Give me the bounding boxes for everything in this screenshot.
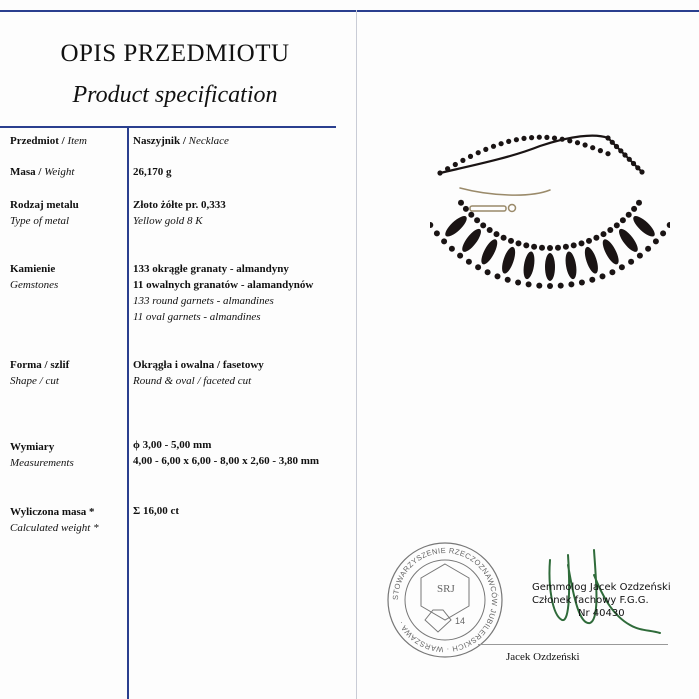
- round-stone: [487, 227, 493, 233]
- oval-stone: [478, 237, 500, 266]
- value-weight: 26,170 g: [133, 166, 172, 178]
- round-stone: [639, 169, 644, 174]
- round-stone: [614, 144, 619, 149]
- round-stone: [626, 212, 632, 218]
- round-stone: [453, 162, 458, 167]
- round-stone: [631, 206, 637, 212]
- necklace-photo: [430, 128, 670, 328]
- round-stone: [586, 238, 592, 244]
- value-gemstones-pl-1: 133 okrągłe granaty - almandyny: [133, 263, 289, 275]
- stamp-ring-text: STOWARZYSZENIE RZECZOZNAWCÓW JUBILERSKICH · WARSZAWA ·: [390, 545, 500, 655]
- label-metal-pl: Rodzaj metalu: [10, 199, 79, 211]
- stamp-monogram: SRJ: [437, 583, 455, 595]
- round-stone: [460, 158, 465, 163]
- value-shape-pl: Okrągła i owalna / fasetowy: [133, 359, 264, 371]
- round-stone: [567, 138, 572, 143]
- round-stone: [430, 222, 433, 228]
- round-stone: [558, 283, 564, 289]
- round-stone: [457, 253, 463, 259]
- round-stone: [555, 245, 561, 251]
- page-subtitle: Product specification: [72, 82, 278, 108]
- oval-stone: [459, 226, 484, 254]
- round-stone: [441, 238, 447, 244]
- round-stone: [571, 242, 577, 248]
- round-stone: [568, 281, 574, 287]
- signature-line-2: Członek fachowy F.G.G.: [532, 595, 649, 606]
- stamp-inner-ring: [405, 560, 485, 640]
- round-stone: [494, 231, 500, 237]
- label-item: Przedmiot / Item: [10, 135, 87, 147]
- clasp-bar: [470, 206, 506, 211]
- label-item-en: Item: [67, 135, 87, 147]
- round-stone: [537, 135, 542, 140]
- label-measurements-en: Measurements: [10, 457, 74, 469]
- value-shape-en: Round & oval / faceted cut: [133, 375, 252, 387]
- round-stone: [590, 145, 595, 150]
- signer-name: Jacek Ozdzeński: [506, 651, 580, 663]
- value-gemstones-en-1: 133 round garnets - almandines: [133, 295, 274, 307]
- round-stone: [609, 269, 615, 275]
- round-stone: [480, 222, 486, 228]
- round-stone: [628, 259, 634, 265]
- round-stone: [579, 240, 585, 246]
- association-stamp: [385, 540, 505, 660]
- round-stone: [434, 230, 440, 236]
- value-gemstones-en-2: 11 oval garnets - almandines: [133, 311, 261, 323]
- clasp-ring: [509, 205, 516, 212]
- round-stone: [463, 206, 469, 212]
- round-stone: [521, 136, 526, 141]
- value-calc-weight: Σ 16,00 ct: [133, 505, 179, 517]
- round-stone: [631, 161, 636, 166]
- round-stone: [539, 245, 545, 251]
- round-stone: [468, 212, 474, 218]
- value-item: Naszyjnik / Necklace: [133, 135, 229, 147]
- column-rule: [127, 127, 129, 699]
- round-stone: [514, 137, 519, 142]
- value-measurements-2: 4,00 - 6,00 x 6,00 - 8,00 x 2,60 - 3,80 mm: [133, 455, 320, 467]
- round-stone: [476, 150, 481, 155]
- diamond-icon: [425, 610, 451, 632]
- label-gemstones-en: Gemstones: [10, 279, 59, 291]
- round-stone: [575, 140, 580, 145]
- round-stone: [458, 200, 464, 206]
- round-stone: [445, 166, 450, 171]
- value-metal-pl: Złoto żółte pr. 0,333: [133, 199, 226, 211]
- label-shape-en: Shape / cut: [10, 375, 59, 387]
- round-stone: [660, 230, 666, 236]
- stamp-number: 14: [455, 616, 466, 626]
- round-stone: [536, 283, 542, 289]
- top-rule: [0, 10, 699, 12]
- round-stone: [531, 244, 537, 250]
- value-item-en: Necklace: [188, 135, 229, 147]
- round-stone: [547, 245, 553, 251]
- round-stone: [449, 246, 455, 252]
- signature-line-1: Gemmolog Jacek Ozdzeński: [532, 582, 671, 593]
- round-stone: [491, 144, 496, 149]
- round-stone: [653, 238, 659, 244]
- round-stone: [547, 283, 553, 289]
- label-gemstones-pl: Kamienie: [10, 263, 56, 275]
- label-measurements-pl: Wymiary: [10, 441, 55, 453]
- round-stone: [636, 200, 642, 206]
- round-stone: [505, 277, 511, 283]
- round-stone: [563, 244, 569, 250]
- round-stone: [620, 217, 626, 223]
- oval-stone: [564, 251, 578, 280]
- oval-stone: [522, 251, 536, 280]
- page-fold: [356, 10, 357, 699]
- round-stone: [495, 273, 501, 279]
- necklace-clasp: [470, 205, 516, 212]
- round-stone: [614, 222, 620, 228]
- round-stone: [466, 259, 472, 265]
- label-weight: Masa / Weight: [10, 166, 75, 178]
- oval-stone: [616, 226, 641, 254]
- round-stone: [589, 277, 595, 283]
- signature-line-3: Nr 40430: [578, 608, 625, 619]
- round-stone: [667, 222, 670, 228]
- oval-stone: [582, 245, 600, 275]
- round-stone: [601, 231, 607, 237]
- round-stone: [437, 170, 442, 175]
- label-shape-pl: Forma / szlif: [10, 359, 70, 371]
- round-stone: [529, 135, 534, 140]
- round-stone: [499, 141, 504, 146]
- round-stone: [583, 142, 588, 147]
- label-calc-weight-pl: Wyliczona masa *: [10, 506, 95, 518]
- round-stone: [501, 235, 507, 241]
- round-stone: [483, 147, 488, 152]
- round-stone: [515, 280, 521, 286]
- round-stone: [516, 240, 522, 246]
- round-stone: [637, 253, 643, 259]
- round-stone: [506, 139, 511, 144]
- round-stone: [622, 152, 627, 157]
- round-stone: [593, 235, 599, 241]
- oval-stone: [545, 253, 555, 281]
- oval-stone: [600, 237, 622, 266]
- round-stone: [635, 165, 640, 170]
- label-calc-weight-en: Calculated weight *: [10, 522, 99, 534]
- chain-inner-strand: [460, 188, 550, 195]
- round-stone: [607, 227, 613, 233]
- round-stone: [600, 273, 606, 279]
- label-item-pl: Przedmiot: [10, 135, 59, 147]
- header-rule: [0, 126, 336, 128]
- round-stone: [485, 269, 491, 275]
- label-weight-pl: Masa: [10, 166, 36, 178]
- value-metal-en: Yellow gold 8 K: [133, 215, 203, 227]
- round-stone: [619, 264, 625, 270]
- chain-left-strand: [440, 136, 608, 173]
- round-stone: [475, 264, 481, 270]
- round-stone: [605, 135, 610, 140]
- value-gemstones-pl-2: 11 owalnych granatów - alamandynów: [133, 279, 314, 291]
- signature-rule: [478, 644, 668, 645]
- round-stone: [627, 157, 632, 162]
- round-stone: [552, 136, 557, 141]
- round-stone: [560, 137, 565, 142]
- round-stone: [544, 135, 549, 140]
- oval-stone: [630, 213, 657, 239]
- label-metal-en: Type of metal: [10, 215, 70, 227]
- round-stone: [468, 154, 473, 159]
- round-stone: [618, 148, 623, 153]
- oval-stone: [442, 213, 469, 239]
- round-stone: [598, 148, 603, 153]
- round-stone: [474, 217, 480, 223]
- page-title: OPIS PRZEDMIOTU: [60, 40, 290, 67]
- round-stone: [508, 238, 514, 244]
- round-stone: [526, 281, 532, 287]
- round-stone: [610, 140, 615, 145]
- round-stone: [605, 151, 610, 156]
- value-item-pl: Naszyjnik: [133, 135, 181, 147]
- value-measurements-1: ϕ 3,00 - 5,00 mm: [133, 439, 212, 451]
- round-stone: [523, 242, 529, 248]
- round-stone: [645, 246, 651, 252]
- label-weight-en: Weight: [44, 166, 75, 178]
- oval-stone: [499, 245, 517, 275]
- round-stone: [579, 280, 585, 286]
